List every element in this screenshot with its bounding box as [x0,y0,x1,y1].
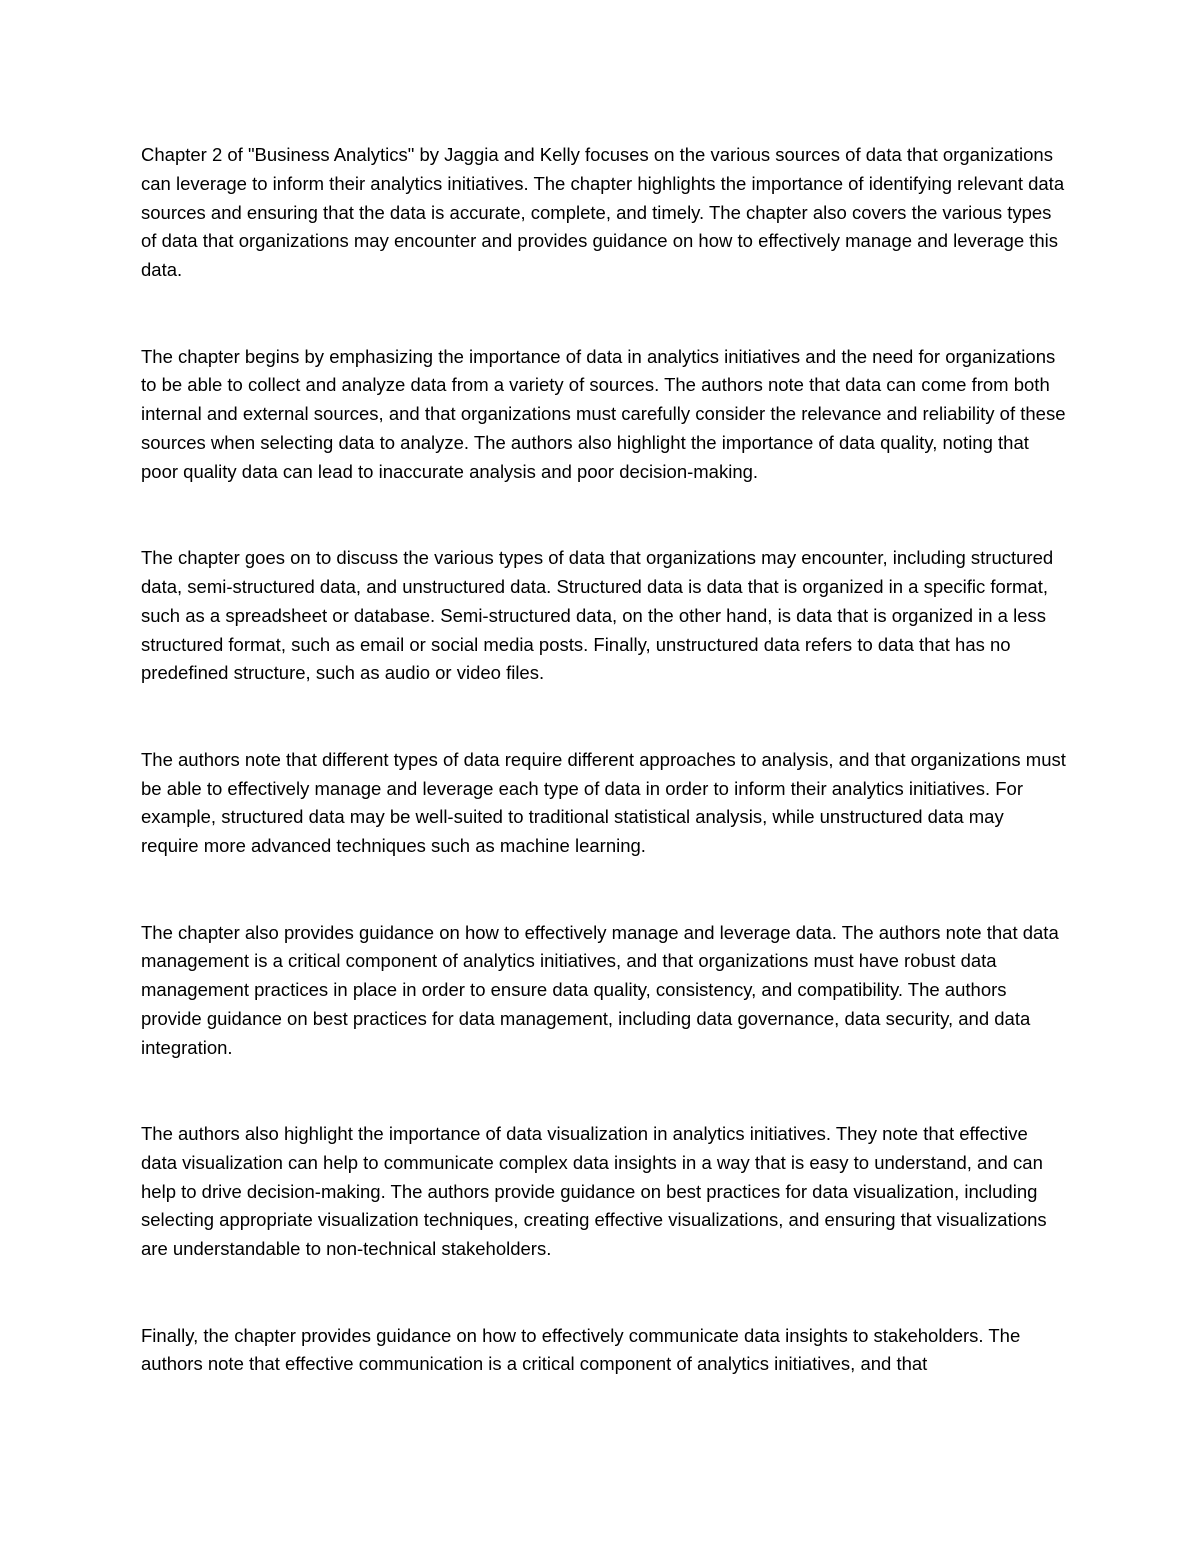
paragraph-3: The chapter goes on to discuss the various types of data that organizations may encounter, including structured data, semi-structured data, and unstructured data. Structured data is data that is organized in a specific format, such as a spreadsheet or database. Semi-structured data, on the other hand, is data that is organized in a less structured format, such as email or social media posts. Finally, unstructured data refers to data that has no predefined structure, such as audio or video files. [141,547,1054,684]
paragraph-7: Finally, the chapter provides guidance on how to effectively communicate data insights to stakeholders. The authors note that effective communication is a critical component of analytics initiatives, and that [141,1324,1021,1375]
paragraph-2: The chapter begins by emphasizing the importance of data in analytics initiatives and the need for organizations to be able to collect and analyze data from a variety of sources. The authors note that data can come from both internal and external sources, and that organizations must carefully consider the relevance and reliability of these sources when selecting data to analyze. The authors also highlight the importance of data quality, noting that poor quality data can lead to inaccurate analysis and poor decision-making. [141,345,1066,482]
paragraph-5: The chapter also provides guidance on how to effectively manage and leverage data. The authors note that data management is a critical component of analytics initiatives, and that organizations must have robust data management practices in place in order to ensure data quality, consistency, and compatibility. The authors provide guidance on best practices for data management, including data governance, data security, and data integration. [141,921,1059,1058]
paragraph-6: The authors also highlight the importance of data visualization in analytics initiatives. They note that effective data visualization can help to communicate complex data insights in a way that is easy to understand, and can help to drive decision-making. The authors provide guidance on best practices for data visualization, including selecting appropriate visualization techniques, creating effective visualizations, and ensuring that visualizations are understandable to non-technical stakeholders. [141,1123,1047,1260]
document-body [141,141,1066,1379]
paragraph-1: Chapter 2 of "Business Analytics" by Jaggia and Kelly focuses on the various sources of data that organizations can leverage to inform their analytics initiatives. The chapter highlights the importance of identifying relevant data sources and ensuring that the data is accurate, complete, and timely. The chapter also covers the various types of data that organizations may encounter and provides guidance on how to effectively manage and leverage this data. [141,144,1065,281]
paragraph-4: The authors note that different types of data require different approaches to analysis, and that organizations must be able to effectively manage and leverage each type of data in order to inform their analytics initiatives. For example, structured data may be well-suited to traditional statistical analysis, while unstructured data may require more advanced techniques such as machine learning. [141,748,1066,857]
